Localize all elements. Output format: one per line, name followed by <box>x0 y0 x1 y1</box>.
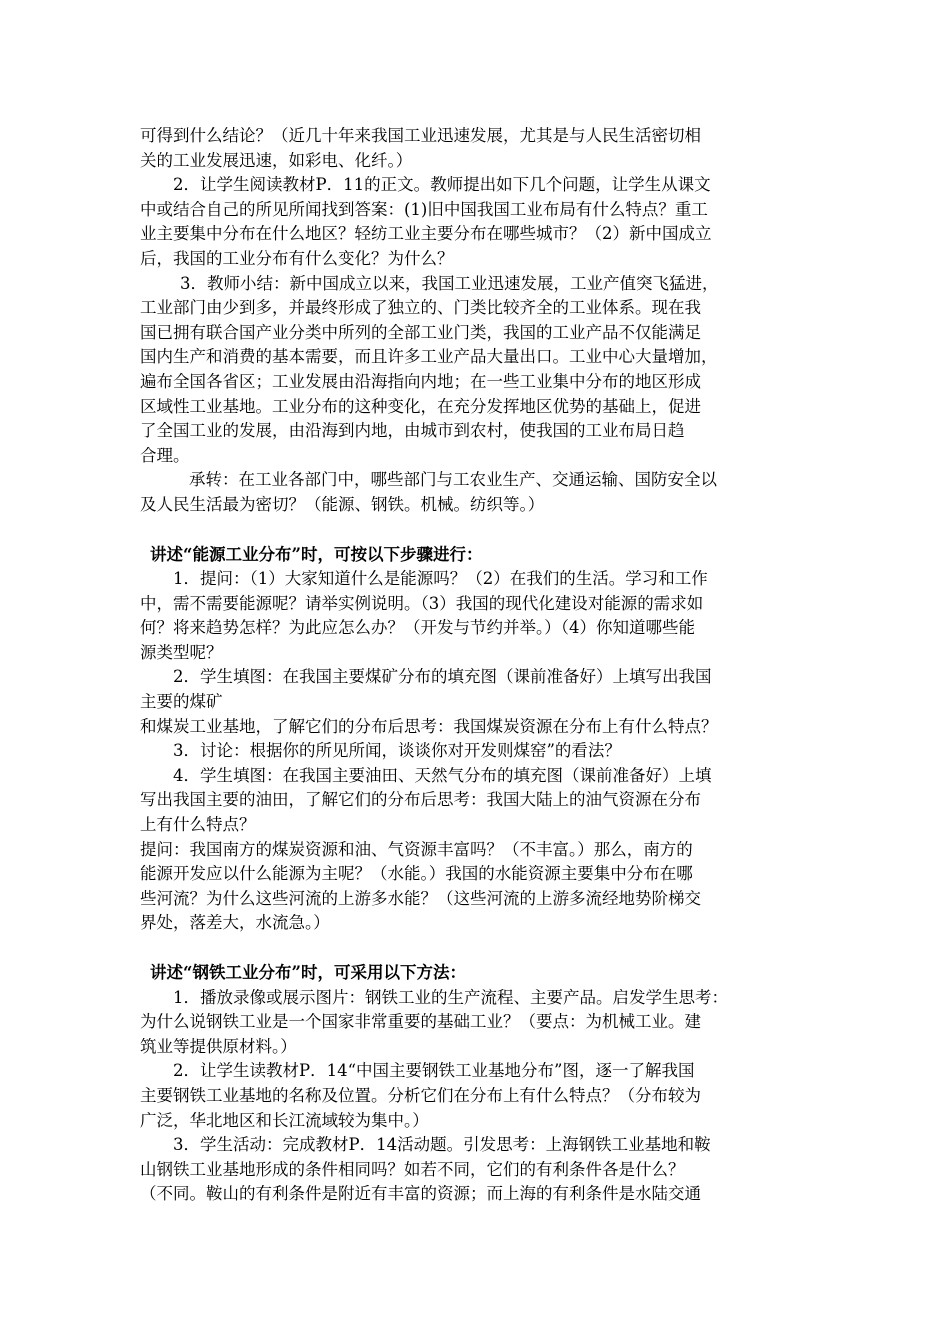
text-line: 后，我国的工业分布有什么变化？为什么？ <box>140 248 454 268</box>
text-line: 主要钢铁工业基地的名称及位置。分析它们在分布上有什么特点？（分布较为 <box>140 1085 701 1105</box>
section-heading: 讲述“钢铁工业分布”时，可采用以下方法： <box>150 963 466 982</box>
text-line: 区域性工业基地。工业分布的这种变化，在充分发挥地区优势的基础上，促进 <box>140 396 701 416</box>
text-line: 源类型呢？ <box>140 642 223 662</box>
text-line: 承转：在工业各部门中，哪些部门与工农业生产、交通运输、国防安全以 <box>189 470 717 490</box>
text-line: 关的工业发展迅速，如彩电、化纤。） <box>140 150 413 170</box>
text-line: 为什么说钢铁工业是一个国家非常重要的基础工业？（要点：为机械工业。建 <box>140 1012 701 1032</box>
text-line: 业主要集中分布在什么地区？轻纺工业主要分布在哪些城市？（2）新中国成立 <box>140 224 712 244</box>
text-line: 写出我国主要的油田，了解它们的分布后思考：我国大陆上的油气资源在分布 <box>140 790 701 810</box>
text-line: 些河流？为什么这些河流的上游多水能？（这些河流的上游多流经地势阶梯交 <box>140 888 701 908</box>
text-line: 3．教师小结：新中国成立以来，我国工业迅速发展，工业产值突飞猛进， <box>180 273 719 293</box>
text-line: 工业部门由少到多，并最终形成了独立的、门类比较齐全的工业体系。现在我 <box>140 298 701 318</box>
text-line: 界处，落差大，水流急。） <box>140 913 330 933</box>
text-line: 1．播放录像或展示图片：钢铁工业的生产流程、主要产品。启发学生思考： <box>173 987 728 1007</box>
text-line: 及人民生活最为密切？（能源、钢铁。机械。纺织等。） <box>140 494 545 514</box>
text-line: 广泛，华北地区和长江流域较为集中。） <box>140 1110 429 1130</box>
text-line: 能源开发应以什么能源为主呢？（水能。）我国的水能资源主要集中分布在哪 <box>140 864 693 884</box>
paragraph-gap <box>140 936 820 961</box>
text-line: 何？将来趋势怎样？为此应怎么办？（开发与节约并举。）（4）你知道哪些能 <box>140 618 695 638</box>
text-line: （不同。鞍山的有利条件是附近有丰富的资源；而上海的有利条件是水陆交通 <box>140 1184 701 1204</box>
text-line: 提问：我国南方的煤炭资源和油、气资源丰富吗？（不丰富。）那么，南方的 <box>140 839 693 859</box>
text-line: 2．学生填图：在我国主要煤矿分布的填充图（课前准备好）上填写出我国 <box>173 667 712 687</box>
document-body <box>140 124 820 1207</box>
paragraph-gap <box>140 518 820 543</box>
text-line: 中或结合自己的所见所闻找到答案：(1)旧中国我国工业布局有什么特点？重工 <box>140 199 708 219</box>
section-heading: 讲述“能源工业分布”时，可按以下步骤进行： <box>150 544 483 564</box>
text-line: 4．学生填图：在我国主要油田、天然气分布的填充图（课前准备好）上填 <box>173 765 712 785</box>
text-line: 和煤炭工业基地，了解它们的分布后思考：我国煤炭资源在分布上有什么特点？ <box>140 716 718 736</box>
text-line: 山钢铁工业基地形成的条件相同吗？如若不同，它们的有利条件各是什么？ <box>140 1159 685 1179</box>
text-line: 遍布全国各省区；工业发展由沿海指向内地；在一些工业集中分布的地区形成 <box>140 371 701 391</box>
text-line: 主要的煤矿 <box>140 692 223 712</box>
text-line: 了全国工业的发展，由沿海到内地，由城市到农村，使我国的工业布局日趋 <box>140 421 685 441</box>
text-line: 可得到什么结论？（近几十年来我国工业迅速发展，尤其是与人民生活密切相 <box>140 126 701 145</box>
text-line: 2．让学生阅读教材P．11的正文。教师提出如下几个问题，让学生从课文 <box>173 175 711 195</box>
text-line: 中，需不需要能源呢？请举实例说明。（3）我国的现代化建设对能源的需求如 <box>140 593 704 613</box>
text-line: 2．让学生读教材P．14“中国主要钢铁工业基地分布”图，逐一了解我国 <box>173 1061 695 1081</box>
text-line: 3．讨论：根据你的所见所闻，谈谈你对开发则煤窑”的看法？ <box>173 741 621 761</box>
text-line: 筑业等提供原材料。） <box>140 1036 297 1056</box>
text-line: 3．学生活动：完成教材P．14活动题。引发思考：上海钢铁工业基地和鞍 <box>173 1135 711 1155</box>
text-line: 合理。 <box>140 445 190 465</box>
text-line: 国已拥有联合国产业分类中所列的全部工业门类，我国的工业产品不仅能满足 <box>140 322 701 342</box>
text-line: 上有什么特点？ <box>140 815 256 835</box>
text-line: 1．提问：（1）大家知道什么是能源吗？（2）在我们的生活。学习和工作 <box>173 569 708 589</box>
text-line: 国内生产和消费的基本需要，而且许多工业产品大量出口。工业中心大量增加， <box>140 347 718 367</box>
